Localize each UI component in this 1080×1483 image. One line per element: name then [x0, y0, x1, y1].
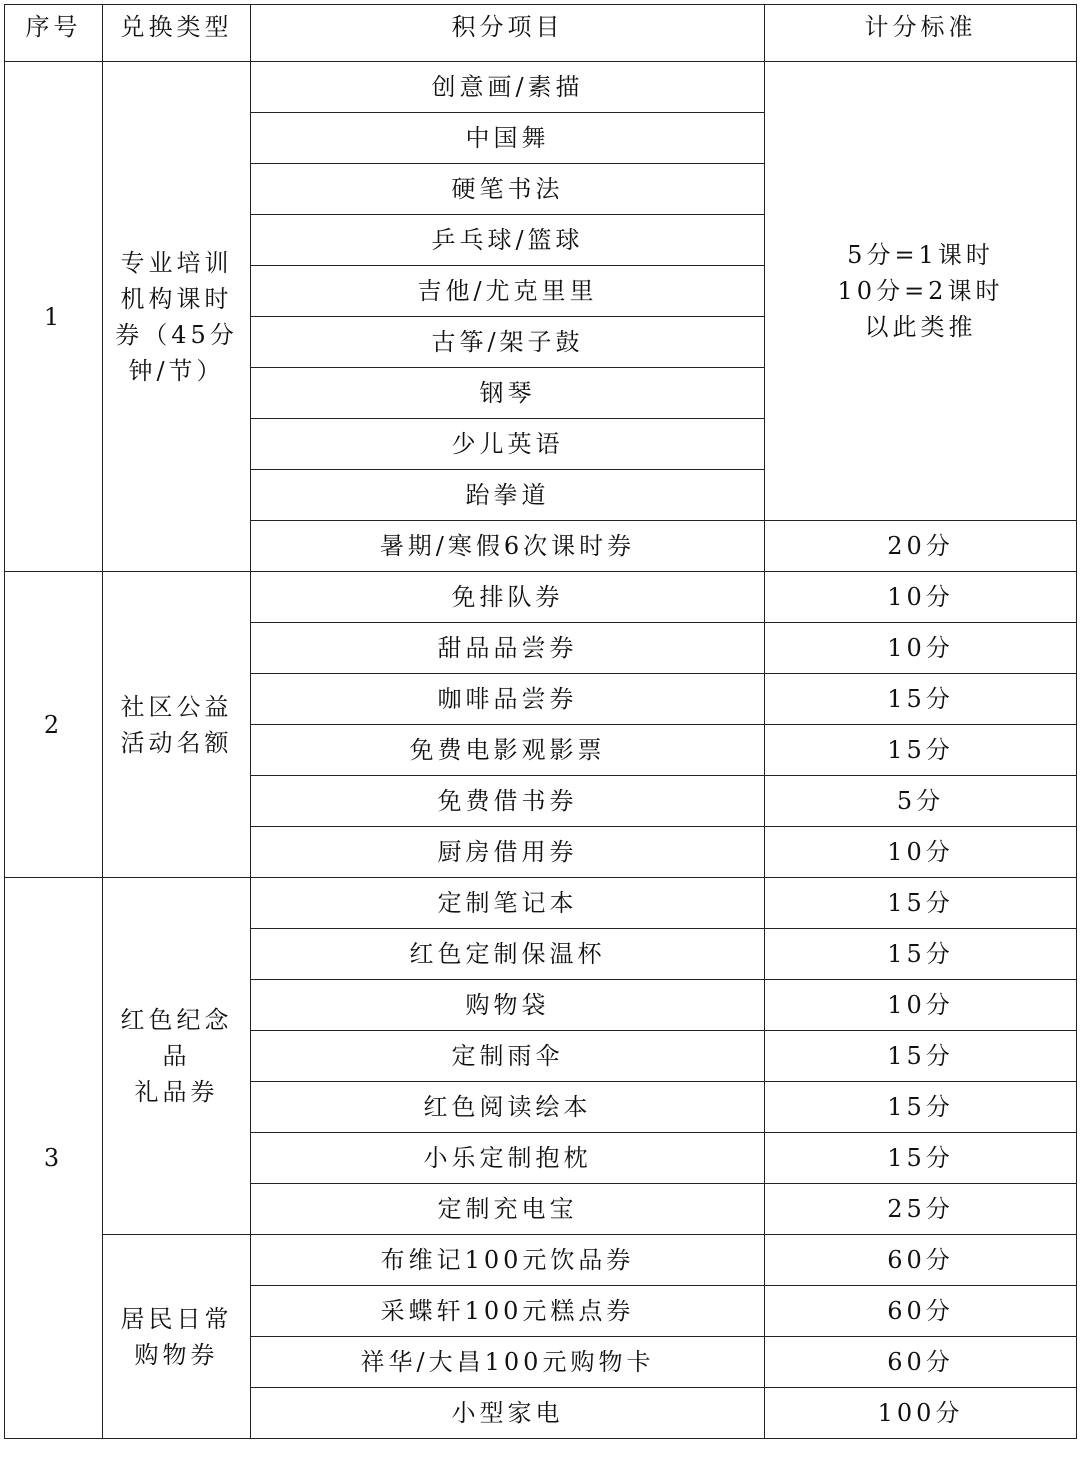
item-cell: 跆拳道 — [251, 470, 765, 521]
item-cell: 定制笔记本 — [251, 878, 765, 929]
item-cell: 采蝶轩100元糕点券 — [251, 1286, 765, 1337]
std-cell: 60分 — [765, 1337, 1077, 1388]
item-cell: 定制充电宝 — [251, 1184, 765, 1235]
std-cell: 60分 — [765, 1235, 1077, 1286]
std-cell: 15分 — [765, 725, 1077, 776]
item-cell: 布维记100元饮品券 — [251, 1235, 765, 1286]
item-cell: 免费电影观影票 — [251, 725, 765, 776]
item-cell: 购物袋 — [251, 980, 765, 1031]
table-row — [5, 1235, 1077, 1286]
std-cell: 15分 — [765, 878, 1077, 929]
group1-seq: 1 — [5, 62, 103, 572]
std-cell: 5分 — [765, 776, 1077, 827]
header-std: 计分标准 — [765, 5, 1077, 62]
std-cell: 10分 — [765, 827, 1077, 878]
std-cell: 15分 — [765, 1082, 1077, 1133]
std-cell: 25分 — [765, 1184, 1077, 1235]
std-cell: 10分 — [765, 572, 1077, 623]
group2-seq: 2 — [5, 572, 103, 878]
item-cell: 红色阅读绘本 — [251, 1082, 765, 1133]
group1-type: 专业培训 机构课时 券（45分 钟/节） — [103, 62, 251, 572]
item-cell: 乒乓球/篮球 — [251, 215, 765, 266]
item-cell: 定制雨伞 — [251, 1031, 765, 1082]
std-cell: 15分 — [765, 1031, 1077, 1082]
table-row — [5, 62, 1077, 113]
std-cell: 10分 — [765, 980, 1077, 1031]
std-cell: 15分 — [765, 674, 1077, 725]
header-item: 积分项目 — [251, 5, 765, 62]
item-cell: 钢琴 — [251, 368, 765, 419]
header-row — [5, 5, 1077, 62]
std-cell: 10分 — [765, 623, 1077, 674]
table-row — [5, 572, 1077, 623]
item-cell: 小型家电 — [251, 1388, 765, 1439]
item-cell: 厨房借用券 — [251, 827, 765, 878]
group3-seq: 3 — [5, 878, 103, 1439]
item-cell: 甜品品尝券 — [251, 623, 765, 674]
std-cell: 100分 — [765, 1388, 1077, 1439]
table-row — [5, 878, 1077, 929]
item-cell: 暑期/寒假6次课时券 — [251, 521, 765, 572]
group3b-type: 居民日常 购物券 — [103, 1235, 251, 1439]
item-cell: 免费借书券 — [251, 776, 765, 827]
header-seq: 序号 — [5, 5, 103, 62]
item-cell: 创意画/素描 — [251, 62, 765, 113]
item-cell: 少儿英语 — [251, 419, 765, 470]
item-cell: 吉他/尤克里里 — [251, 266, 765, 317]
group3a-type: 红色纪念品 礼品券 — [103, 878, 251, 1235]
item-cell: 古筝/架子鼓 — [251, 317, 765, 368]
item-cell: 咖啡品尝券 — [251, 674, 765, 725]
item-cell: 红色定制保温杯 — [251, 929, 765, 980]
points-exchange-table — [4, 4, 1077, 1439]
std-cell: 20分 — [765, 521, 1077, 572]
std-cell: 15分 — [765, 1133, 1077, 1184]
header-type: 兑换类型 — [103, 5, 251, 62]
item-cell: 小乐定制抱枕 — [251, 1133, 765, 1184]
item-cell: 中国舞 — [251, 113, 765, 164]
item-cell: 免排队券 — [251, 572, 765, 623]
group2-type: 社区公益 活动名额 — [103, 572, 251, 878]
item-cell: 硬笔书法 — [251, 164, 765, 215]
std-cell: 15分 — [765, 929, 1077, 980]
group1-shared-std: 5分=1课时 10分=2课时 以此类推 — [765, 62, 1077, 521]
item-cell: 祥华/大昌100元购物卡 — [251, 1337, 765, 1388]
std-cell: 60分 — [765, 1286, 1077, 1337]
